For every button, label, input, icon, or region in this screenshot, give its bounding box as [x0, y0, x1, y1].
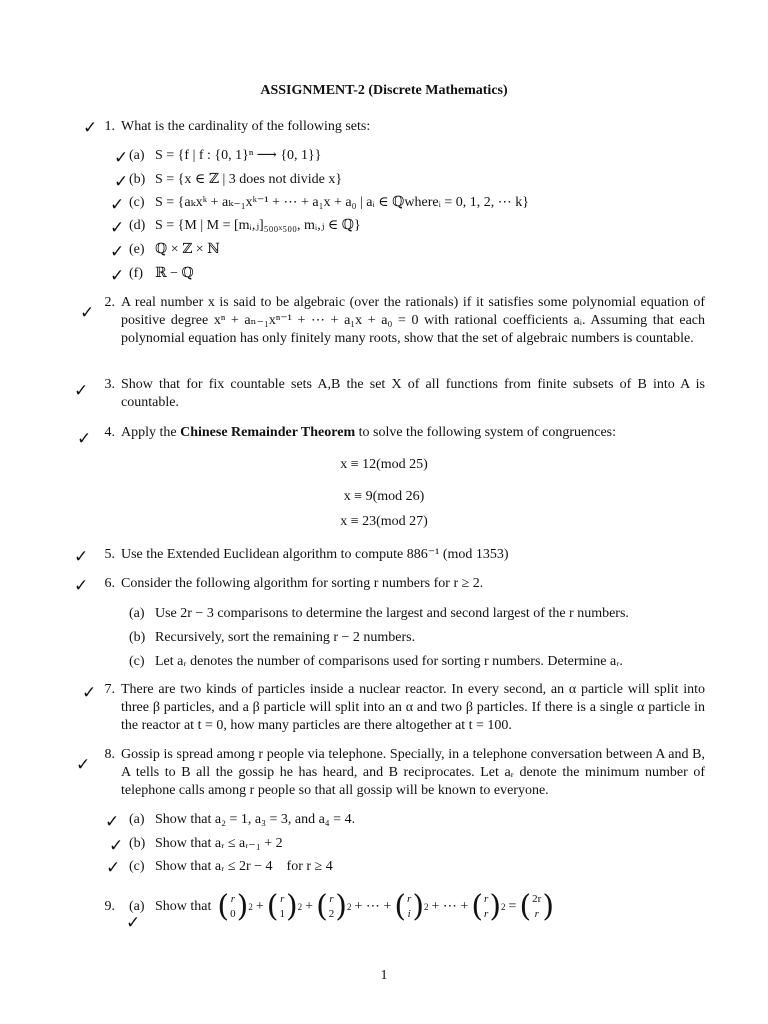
check-mark-icon: ✓: [77, 429, 92, 449]
check-mark-icon: ✓: [82, 683, 97, 703]
question-7-text: There are two kinds of particles inside a nuclear reactor. In every second, an α particle will split into three β particles, and a β particle will split into an α and two β particles. If there is a single α particle in the reactor at t = 0, how many particles are there altogether at t = 100.: [121, 682, 705, 733]
check-mark-icon: ✓: [74, 381, 89, 401]
q1-item-b-label: (b): [129, 172, 146, 187]
question-4-text: Apply the Chinese Remainder Theorem to solve the following system of congruences:: [121, 425, 617, 440]
congruence-2: x ≡ 9(mod 26): [343, 489, 425, 504]
binomial-rhs: 2r r: [532, 893, 542, 920]
q1-item-e-math: ℚ × ℤ × ℕ: [155, 242, 221, 257]
question-3-number: 3.: [104, 377, 115, 392]
q8-item-c-text: Show that aᵣ ≤ 2r − 4 for r ≥ 4: [155, 859, 333, 874]
question-9-number: 9.: [104, 899, 115, 914]
question-2-number: 2.: [104, 295, 115, 310]
chinese-remainder-theorem-term: Chinese Remainder Theorem: [180, 425, 356, 440]
check-mark-icon: ✓: [114, 172, 129, 192]
check-mark-icon: ✓: [106, 858, 121, 878]
binomial-term: r r: [484, 893, 489, 920]
q1-item-f-label: (f): [129, 266, 143, 281]
q1-item-a-math: S = {f | f : {0, 1}ⁿ ⟶ {0, 1}}: [155, 148, 322, 163]
q6-item-b-label: (b): [129, 630, 146, 645]
check-mark-icon: ✓: [76, 755, 91, 775]
question-8-text: Gossip is spread among r people via telephone. Specially, in a telephone conversation between A and B, A tells to B all the gossip he has heard, and B reciprocates. Let aᵣ denote the minimum number of telephone calls among r people so that all gossip will be known to everyone.: [121, 747, 705, 798]
q1-item-c-math: S = {aₖxᵏ + aₖ₋₁xᵏ⁻¹ + ⋯ + a₁x + a₀ | aᵢ ∈ ℚwhereᵢ = 0, 1, 2, ⋯ k}: [155, 195, 529, 210]
check-mark-icon: ✓: [109, 836, 124, 856]
check-mark-icon: ✓: [126, 913, 141, 933]
q6-item-c-text: Let aᵣ denotes the number of comparisons used for sorting r numbers. Determine aᵣ.: [155, 654, 623, 669]
check-mark-icon: ✓: [83, 118, 98, 138]
q8-item-a-label: (a): [129, 812, 145, 827]
q1-item-d-label: (d): [129, 218, 146, 233]
question-7-number: 7.: [104, 682, 115, 697]
q1-item-b-math: S = {x ∈ ℤ | 3 does not divide x}: [155, 172, 343, 187]
q6-item-c-label: (c): [129, 654, 145, 669]
check-mark-icon: ✓: [74, 547, 89, 567]
q1-item-e-label: (e): [129, 242, 145, 257]
question-5-text: Use the Extended Euclidean algorithm to compute 886⁻¹ (mod 1353): [121, 547, 509, 562]
check-mark-icon: ✓: [114, 148, 129, 168]
question-4-number: 4.: [104, 425, 115, 440]
congruence-3: x ≡ 23(mod 27): [340, 514, 428, 529]
binomial-term: r 2: [328, 893, 335, 920]
binomial-term: r i: [407, 893, 412, 920]
q6-item-b-text: Recursively, sort the remaining r − 2 numbers.: [155, 630, 416, 645]
binomial-term: r 1: [279, 893, 285, 920]
question-5-number: 5.: [104, 547, 115, 562]
question-1-number: 1.: [104, 119, 115, 134]
question-6-text: Consider the following algorithm for sorting r numbers for r ≥ 2.: [121, 576, 484, 591]
q6-item-a-label: (a): [129, 606, 145, 621]
check-mark-icon: ✓: [110, 266, 125, 286]
q1-item-f-math: ℝ − ℚ: [155, 266, 194, 281]
question-3-text: Show that for fix countable sets A,B the set X of all functions from finite subsets of B into A is countable.: [121, 377, 705, 410]
check-mark-icon: ✓: [80, 303, 95, 323]
question-2-text: A real number x is said to be algebraic (over the rationals) if it satisfies some polynomial equation of positive degree xⁿ + aₙ₋₁xⁿ⁻¹ + ⋯ + a₁x + a₀ = 0 with rational coefficients aᵢ. Assuming that each polynomial equation has only finitely many roots, show that the set of algebraic numbers is countable.: [121, 295, 705, 346]
q8-item-a-text: Show that a₂ = 1, a₃ = 3, and a₄ = 4.: [155, 812, 356, 827]
binomial-identity: Show that ( r 0 ) 2 + ( r 1 ) 2 + ( r 2 ) 2 + ⋯ + ( r i ) 2 + ⋯ + ( r r ) 2 = ( 2r r ): [155, 889, 555, 924]
question-6-number: 6.: [104, 576, 115, 591]
page-title: ASSIGNMENT-2 (Discrete Mathematics): [260, 83, 508, 98]
q6-item-a-text: Use 2r − 3 comparisons to determine the largest and second largest of the r numbers.: [155, 606, 629, 621]
check-mark-icon: ✓: [110, 218, 125, 238]
binomial-term: r 0: [230, 893, 236, 920]
question-8-number: 8.: [104, 747, 115, 762]
q1-item-a-label: (a): [129, 148, 145, 163]
check-mark-icon: ✓: [105, 812, 120, 832]
congruence-1: x ≡ 12(mod 25): [340, 457, 428, 472]
q8-item-c-label: (c): [129, 859, 145, 874]
check-mark-icon: ✓: [74, 576, 89, 596]
q9-item-a-label: (a): [129, 899, 145, 914]
q1-item-c-label: (c): [129, 195, 145, 210]
q9-item-a-text: Show that: [155, 899, 212, 914]
q1-item-d-math: S = {M | M = [mᵢ,ⱼ]₅₀₀ₓ₅₀₀, mᵢ,ⱼ ∈ ℚ}: [155, 218, 361, 233]
page-number: 1: [380, 968, 388, 983]
q8-item-b-label: (b): [129, 836, 146, 851]
q8-item-b-text: Show that aᵣ ≤ aᵣ₋₁ + 2: [155, 836, 283, 851]
check-mark-icon: ✓: [110, 195, 125, 215]
question-1-text: What is the cardinality of the following sets:: [121, 119, 371, 134]
check-mark-icon: ✓: [110, 242, 125, 262]
